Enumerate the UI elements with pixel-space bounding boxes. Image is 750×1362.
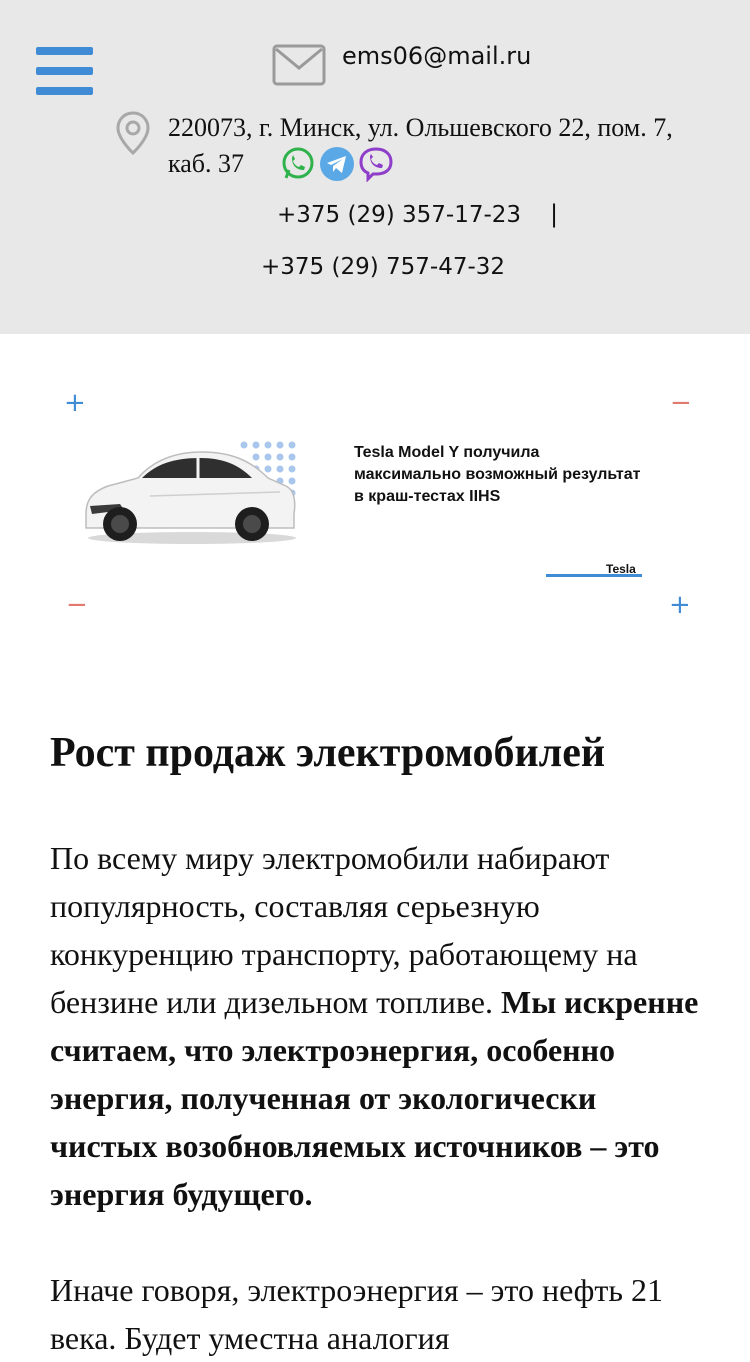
decorative-minus-mark: − xyxy=(66,590,88,620)
phone-separator: | xyxy=(550,200,559,228)
decorative-minus-mark: − xyxy=(670,388,692,418)
article-title: Рост продаж электромобилей xyxy=(50,730,606,776)
paragraph-text: Иначе говоря, электроэнергия – это нефть 21 века. Будет уместна аналогия xyxy=(50,1272,663,1356)
banner-brand-label: Tesla xyxy=(606,562,636,576)
hamburger-menu-icon[interactable] xyxy=(36,47,93,95)
decorative-plus-mark: + xyxy=(669,590,691,620)
paragraph-text: По всему миру электромобили набирают популярность, составляя серьезную конкуренцию транспорту, работающему на бензине или дизельном топливе. xyxy=(50,840,638,1020)
map-pin-icon xyxy=(114,110,152,156)
whatsapp-icon[interactable] xyxy=(280,146,316,182)
banner-headline: Tesla Model Y получила максимально возможный результат в краш-тестах IIHS xyxy=(354,444,641,505)
article-paragraph xyxy=(50,1266,710,1362)
news-banner[interactable] xyxy=(0,334,750,664)
email-link[interactable]: ems06@mail.ru xyxy=(342,42,532,70)
car-image xyxy=(80,434,302,546)
article-paragraph xyxy=(50,834,710,1218)
site-header xyxy=(0,0,750,334)
phone-link-2[interactable]: +375 (29) 757-47-32 xyxy=(261,254,506,280)
decorative-plus-mark: + xyxy=(64,388,86,418)
address-text: 220073, г. Минск, ул. Ольшевского 22, пом. 7, каб. 37 xyxy=(168,113,673,178)
telegram-icon[interactable] xyxy=(319,146,355,182)
paragraph-bold-text: Мы искренне считаем, что электроэнергия, особенно энергия, полученная от экологически чистых возобновляемых источников – это энергия будущего. xyxy=(50,984,699,1212)
envelope-icon xyxy=(272,44,326,86)
viber-icon[interactable] xyxy=(358,146,394,182)
phone-link-1[interactable]: +375 (29) 357-17-23 xyxy=(277,202,522,228)
